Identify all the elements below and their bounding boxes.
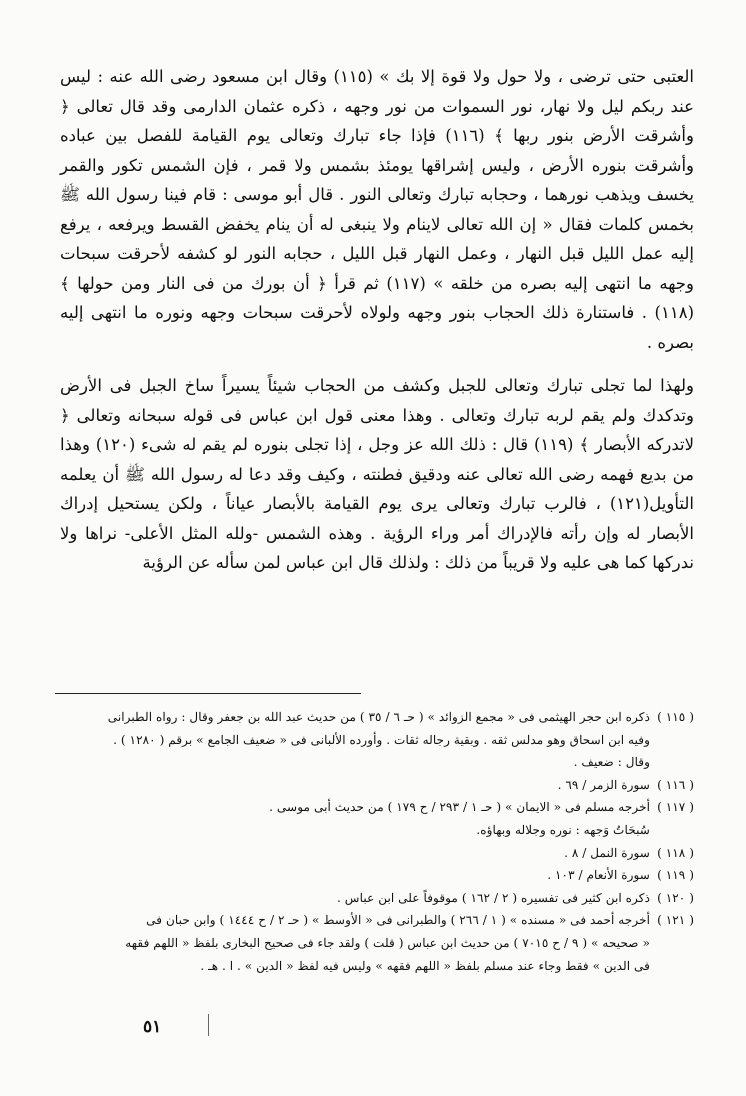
footnote-115-cont2: وقال : ضعيف . <box>573 755 650 770</box>
footnote-divider <box>55 693 361 694</box>
footnote-116: ( ١١٦ )سورة الزمر / ٦٩ . <box>557 777 694 792</box>
footnotes <box>60 706 694 977</box>
footnote-115-cont: وفيه ابن اسحاق وهو مدلس ثقه . وبقية رجاله ثقات . وأورده الألبانى فى « ضعيف الجامع » برقم ( ١٢٨٠ ) . <box>113 732 650 747</box>
footnote-119: ( ١١٩ )سورة الأنعام / ١٠٣ . <box>547 868 694 883</box>
footnote-121: ( ١٢١ )أخرجه أحمد فى « مسنده » ( ١ / ٢٦٦ ) والطبرانى فى « الأوسط » ( حـ ٢ / ح ١٤٤٤ ) وابن حبان فى <box>146 913 694 928</box>
footnote-120: ( ١٢٠ )ذكره ابن كثير فى تفسيره ( ٢ / ١٦٢ ) موقوفاً على ابن عباس . <box>337 890 694 905</box>
main-text <box>60 62 694 578</box>
text-cursor-mark <box>208 1014 209 1036</box>
footnote-117: ( ١١٧ )أخرجه مسلم فى « الايمان » ( حـ ١ / ٢٩٣ / ح ١٧٩ ) من حديث أبى موسى . <box>269 800 694 815</box>
footnote-118: ( ١١٨ )سورة النمل / ٨ . <box>564 845 694 860</box>
paragraph-2: ولهذا لما تجلى تبارك وتعالى للجبل وكشف من الحجاب شيئاً يسيراً ساخ الجبل فى الأرض وتدكدك ولم يقم لربه تبارك وتعالى . وهذا معنى قول ابن عباس فى قوله سبحانه وتعالى ﴿ لاتدركه الأبصار ﴾ (١١٩) قال : ذلك الله عز وجل ، إذا تجلى بنوره لم يقم له شىء (١٢٠) وهذا من بديع فهمه رضى الله تعالى عنه ودقيق فطنته ، وكيف وقد دعا له رسول الله ﷺ أن يعلمه التأويل(١٢١) ، فالرب تبارك وتعالى يرى يوم القيامة بالأبصار عياناً ، ولكن يستحيل إدراك الأبصار له وإن رأته فالإدراك أمر وراء الرؤية . وهذه الشمس -ولله المثل الأعلى- نراها ولا ندركها كما هى عليه ولا قريباً من ذلك : ولذلك قال ابن عباس لمن سأله عن الرؤية <box>60 376 694 572</box>
footnote-121-cont: « صحيحه » ( ٩ / ح ٧٠١٥ ) من حديث ابن عباس ( قلت ) ولقد جاء فى صحيح البخارى بلفظ « اللهم فقهه <box>125 935 650 950</box>
page-number: ٥١ <box>143 1017 162 1037</box>
footnote-117-cont: سُبحَاتُ وَجهه : نوره وجلاله وبهاؤه. <box>476 822 650 837</box>
footnote-121-cont2: فى الدين » فقط وجاء عند مسلم بلفظ « اللهم فقهه » وليس فيه لفظ « الدين » . ا . هـ . <box>200 958 650 973</box>
footnote-115: ( ١١٥ )ذكره ابن حجر الهيثمى فى « مجمع الزوائد » ( حـ ٦ / ٣٥ ) من حديث عبد الله بن جعفر وقال : رواه الطبرانى <box>107 710 694 724</box>
paragraph-1: العتبى حتى ترضى ، ولا حول ولا قوة إلا بك » (١١٥) وقال ابن مسعود رضى الله عنه : ليس عند ربكم ليل ولا نهار، نور السموات من نور وجهه ، ذكره عثمان الدارمى وقد قال تعالى ﴿ وأشرقت الأرض بنور ربها ﴾ (١١٦) فإذا جاء تبارك وتعالى يوم القيامة للفصل بين عباده وأشرقت بنوره الأرض ، وليس إشراقها يومئذ بشمس ولا قمر ، فإن الشمس تكور والقمر يخسف ويذهب نورهما ، وحجابه تبارك وتعالى النور . قال أبو موسى : قام فينا رسول الله ﷺ بخمس كلمات فقال « إن الله تعالى لاينام ولا ينبغى له أن ينام يخفض القسط ويرفعه ، يرفع إليه عمل الليل قبل النهار ، وعمل النهار قبل الليل ، حجابه النور لو كشفه لأحرقت سبحات وجهه ما انتهى إليه بصره من خلقه » (١١٧) ثم قرأ ﴿ أن بورك من فى النار ومن حولها ﴾ (١١٨) . فاستنارة ذلك الحجاب بنور وجهه ولولاه لأحرقت سبحات وجهه ونوره ما انتهى إليه بصره . <box>60 67 694 352</box>
